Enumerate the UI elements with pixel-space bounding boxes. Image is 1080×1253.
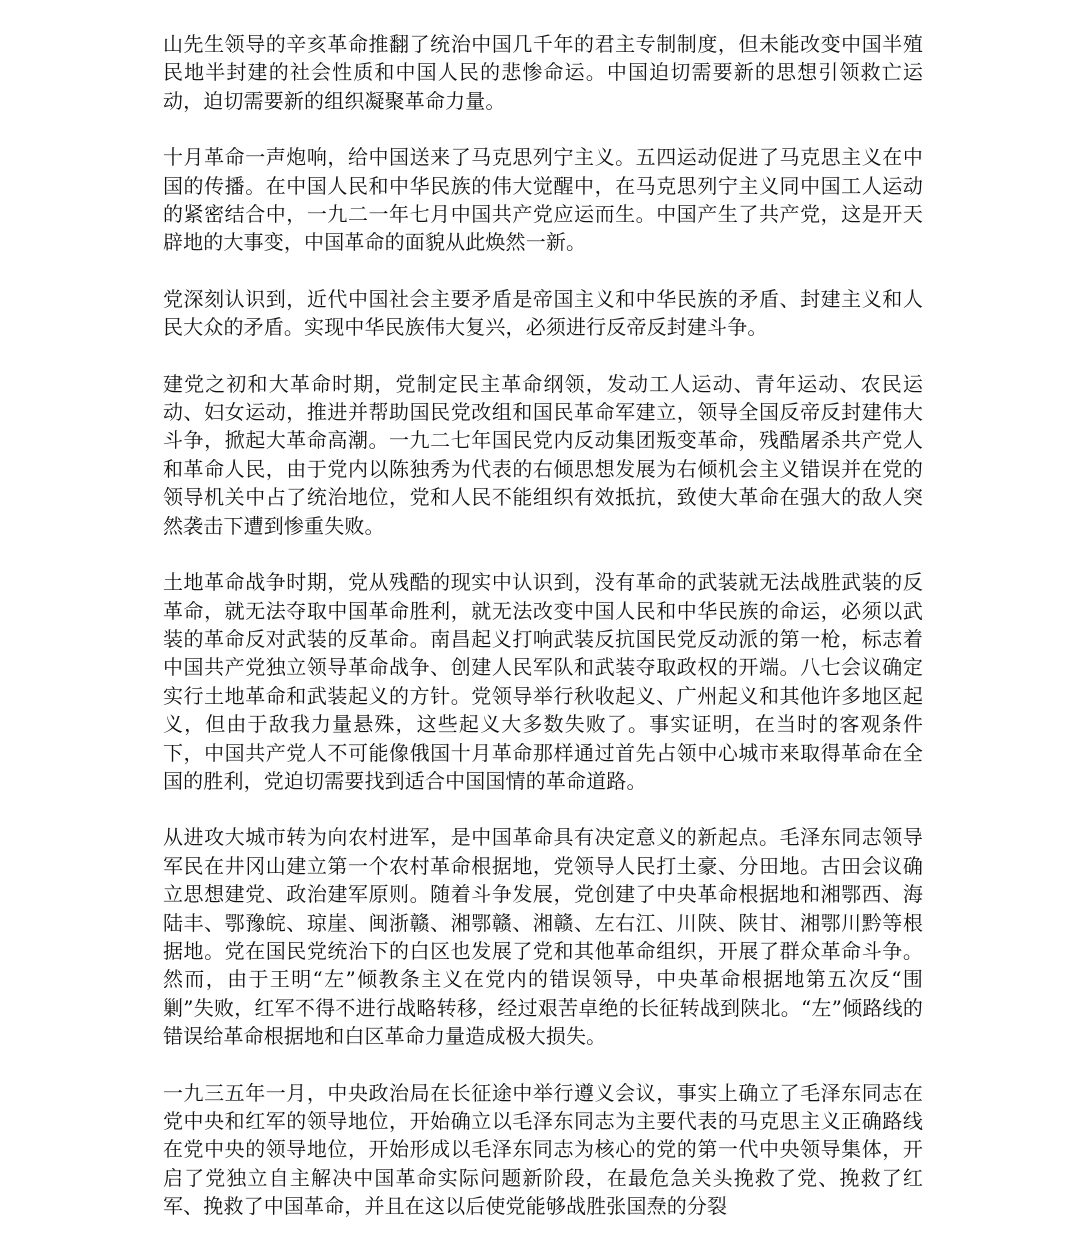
paragraph-rural-bases: 从进攻大城市转为向农村进军，是中国革命具有决定意义的新起点。毛泽东同志领导军民在井冈山建立第一个农村革命根据地，党领导人民打土豪、分田地。古田会议确立思想建党、政治建军原则。随着斗争发展，党创建了中央革命根据地和湘鄂西、海陆丰、鄂豫皖、琼崖、闽浙赣、湘鄂赣、湘赣、左右江、川陕、陕甘、湘鄂川黔等根据地。党在国民党统治下的白区也发展了党和其他革命组织，开展了群众革命斗争。然而，由于王明“左”倾教条主义在党内的错误领导，中央革命根据地第五次反“围剿”失败，红军不得不进行战略转移，经过艰苦卓绝的长征转战到陕北。“左”倾路线的错误给革命根据地和白区革命力量造成极大损失。 [163, 825, 923, 1049]
paragraph-main-contradiction: 党深刻认识到，近代中国社会主要矛盾是帝国主义和中华民族的矛盾、封建主义和人民大众的矛盾。实现中华民族伟大复兴，必须进行反帝反封建斗争。 [163, 286, 923, 340]
paragraph-xinhai-revolution: 山先生领导的辛亥革命推翻了统治中国几千年的君主专制制度，但未能改变中国半殖民地半封建的社会性质和中国人民的悲惨命运。中国迫切需要新的思想引领救亡运动，迫切需要新的组织凝聚革命力量。 [163, 32, 923, 113]
paragraph-great-revolution: 建党之初和大革命时期，党制定民主革命纲领，发动工人运动、青年运动、农民运动、妇女运动，推进并帮助国民党改组和国民革命军建立，领导全国反帝反封建伟大斗争，掀起大革命高潮。一九二七年国民党内反动集团叛变革命，残酷屠杀共产党人和革命人民，由于党内以陈独秀为代表的右倾思想发展为右倾机会主义错误并在党的领导机关中占了统治地位，党和人民不能组织有效抵抗，致使大革命在强大的敌人突然袭击下遭到惨重失败。 [163, 371, 923, 538]
paragraph-zunyi-meeting: 一九三五年一月，中央政治局在长征途中举行遵义会议，事实上确立了毛泽东同志在党中央和红军的领导地位，开始确立以毛泽东同志为主要代表的马克思主义正确路线在党中央的领导地位，开始形成以毛泽东同志为核心的党的第一代中央领导集体，开启了党独立自主解决中国革命实际问题新阶段，在最危急关头挽救了党、挽救了红军、挽救了中国革命，并且在这以后使党能够战胜张国焘的分裂 [163, 1080, 923, 1219]
paragraph-october-revolution: 十月革命一声炮响，给中国送来了马克思列宁主义。五四运动促进了马克思主义在中国的传播。在中国人民和中华民族的伟大觉醒中，在马克思列宁主义同中国工人运动的紧密结合中，一九二一年七月中国共产党应运而生。中国产生了共产党，这是开天辟地的大事变，中国革命的面貌从此焕然一新。 [163, 145, 923, 255]
paragraph-agrarian-revolution: 土地革命战争时期，党从残酷的现实中认识到，没有革命的武装就无法战胜武装的反革命，就无法夺取中国革命胜利，就无法改变中国人民和中华民族的命运，必须以武装的革命反对武装的反革命。南昌起义打响武装反抗国民党反动派的第一枪，标志着中国共产党独立领导革命战争、创建人民军队和武装夺取政权的开端。八七会议确定实行土地革命和武装起义的方针。党领导举行秋收起义、广州起义和其他许多地区起义，但由于敌我力量悬殊，这些起义大多数失败了。事实证明，在当时的客观条件下，中国共产党人不可能像俄国十月革命那样通过首先占领中心城市来取得革命在全国的胜利，党迫切需要找到适合中国国情的革命道路。 [163, 570, 923, 793]
document-body [163, 30, 923, 1249]
